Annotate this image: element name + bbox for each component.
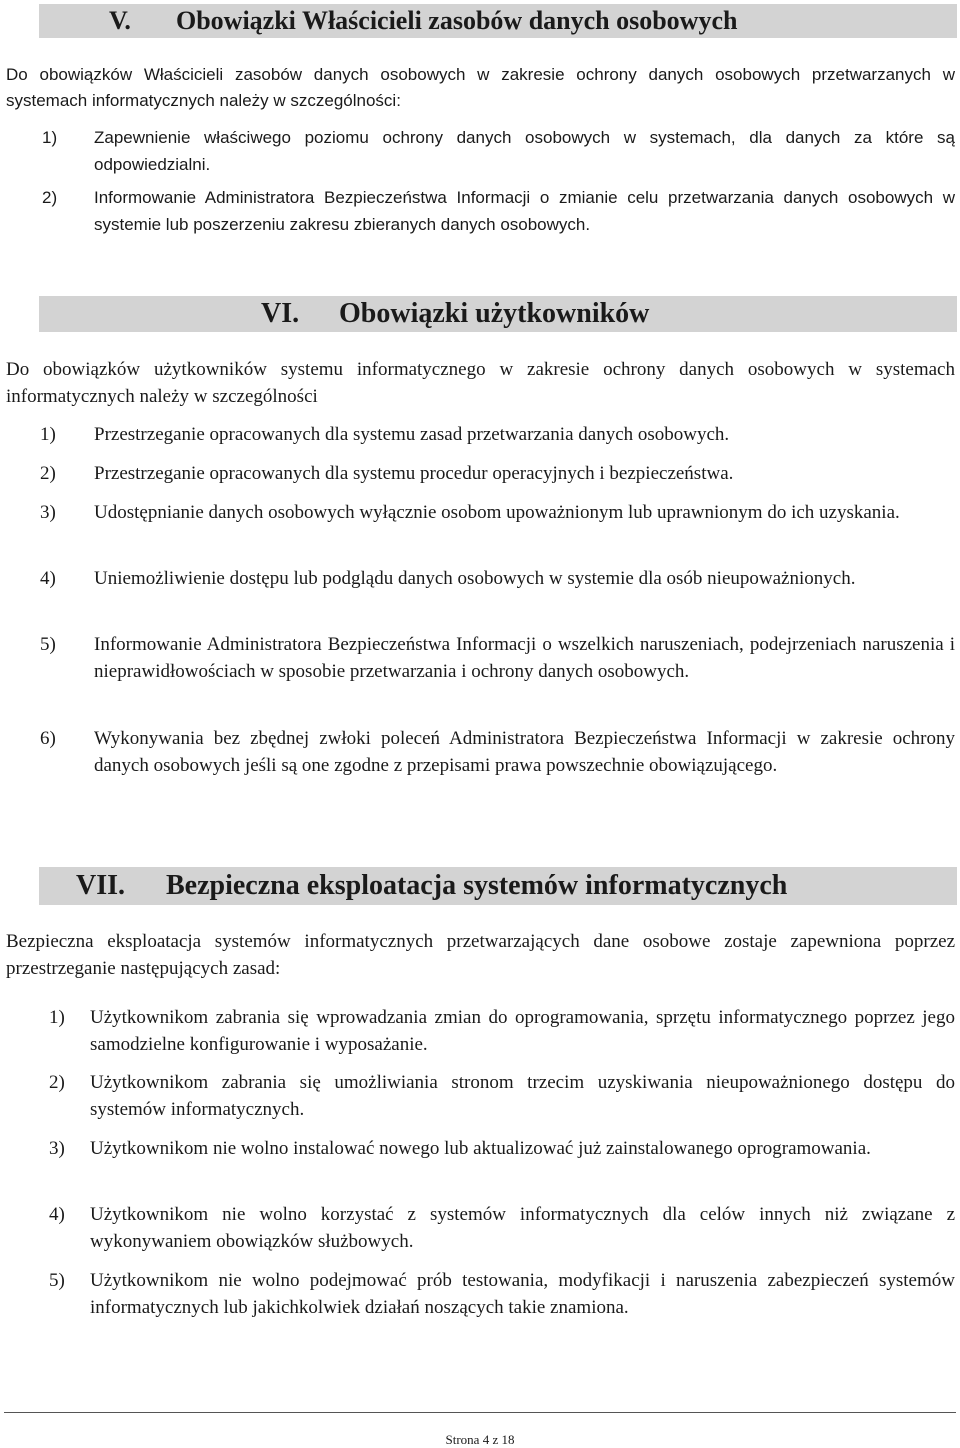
- section-vi-item-4: [40, 565, 955, 592]
- section-vi-heading: [39, 296, 957, 332]
- section-vi-item-2-number: 2): [40, 463, 56, 484]
- section-vi-item-3-text: Udostępnianie danych osobowych wyłącznie osobom upoważnionym lub uprawnionym do ich uzyskania.: [94, 502, 900, 523]
- section-vi-item-5: [40, 631, 955, 685]
- section-v-heading: [39, 4, 957, 38]
- section-v-item-1-text: Zapewnienie właściwego poziomu ochrony danych osobowych w systemach, dla danych za które są odpowiedzialni.: [94, 128, 955, 174]
- section-vii-item-2-text: Użytkownikom zabrania się umożliwiania stronom trzecim uzyskiwania nieupoważnionego dostępu do systemów informatycznych.: [90, 1072, 955, 1120]
- section-v-number: V.: [109, 6, 131, 35]
- section-vii-item-5: [49, 1267, 955, 1321]
- section-vi-title: Obowiązki użytkowników: [339, 298, 650, 329]
- section-vii-item-1-text: Użytkownikom zabrania się wprowadzania zmian do oprogramowania, sprzętu informatycznego poprzez jego samodzielne konfigurowanie i wyposażanie.: [90, 1007, 955, 1055]
- section-vii-item-3: [49, 1135, 955, 1162]
- section-vii-item-3-text: Użytkownikom nie wolno instalować nowego lub aktualizować już zainstalowanego oprogramowania.: [90, 1138, 871, 1159]
- section-vii-item-2-number: 2): [49, 1072, 65, 1093]
- section-vi-item-3-number: 3): [40, 502, 56, 523]
- section-vi-item-5-text: Informowanie Administratora Bezpieczeństwa Informacji o wszelkich naruszeniach, podejrzeniach naruszenia i nieprawidłowościach w sposobie przetwarzania i ochrony danych osobowych.: [94, 634, 955, 682]
- section-vi-item-6: [40, 725, 955, 779]
- page-number: Strona 4 z 18: [445, 1432, 515, 1447]
- section-v-item-1: [42, 124, 955, 178]
- section-vii-item-2: [49, 1069, 955, 1123]
- section-v-intro: Do obowiązków Właścicieli zasobów danych osobowych w zakresie ochrony danych osobowych przetwarzanych w systemach informatycznych należy w szczególności:: [6, 65, 955, 110]
- footer-divider: [4, 1412, 956, 1413]
- section-vi-item-4-number: 4): [40, 568, 56, 589]
- section-vi-item-1: [40, 421, 955, 448]
- section-vii-item-4: [49, 1201, 955, 1255]
- section-vi-item-5-number: 5): [40, 634, 56, 655]
- section-v-item-1-number: 1): [42, 128, 58, 147]
- section-vi-item-6-text: Wykonywania bez zbędnej zwłoki poleceń Administratora Bezpieczeństwa Informacji w zakresie ochrony danych osobowych jeśli są one zgodne z przepisami prawa powszechnie obowiązującego.: [94, 728, 955, 776]
- section-vi-number: VI.: [261, 298, 300, 329]
- section-vi-item-6-number: 6): [40, 728, 56, 749]
- section-vii-item-4-text: Użytkownikom nie wolno korzystać z systemów informatycznych dla celów innych niż związane z wykonywaniem obowiązków służbowych.: [90, 1204, 955, 1252]
- section-v-item-2-text: Informowanie Administratora Bezpieczeństwa Informacji o zmianie celu przetwarzania danych osobowych w systemie lub poszerzeniu zakresu zbieranych danych osobowych.: [94, 188, 955, 234]
- section-vi-item-2: [40, 460, 955, 487]
- section-vi-item-3: [40, 499, 955, 526]
- section-vi-item-2-text: Przestrzeganie opracowanych dla systemu procedur operacyjnych i bezpieczeństwa.: [94, 463, 734, 484]
- section-vi-item-1-number: 1): [40, 424, 56, 445]
- section-vi-item-1-text: Przestrzeganie opracowanych dla systemu zasad przetwarzania danych osobowych.: [94, 424, 730, 445]
- section-vii-heading: [39, 867, 957, 905]
- section-vii-item-5-text: Użytkownikom nie wolno podejmować prób testowania, modyfikacji i naruszenia zabezpieczeń systemów informatycznych lub jakichkolwiek działań noszących takie znamiona.: [90, 1270, 955, 1318]
- section-vii-title: Bezpieczna eksploatacja systemów informatycznych: [166, 870, 788, 901]
- section-vii-item-4-number: 4): [49, 1204, 65, 1225]
- section-v-title: Obowiązki Właścicieli zasobów danych osobowych: [176, 6, 738, 35]
- section-vii-intro: Bezpieczna eksploatacja systemów informatycznych przetwarzających dane osobowe zostaje zapewniona poprzez przestrzeganie następujących zasad:: [6, 931, 955, 979]
- section-vii-number: VII.: [76, 870, 126, 901]
- section-v-item-2-number: 2): [42, 188, 58, 207]
- section-vii-item-3-number: 3): [49, 1138, 65, 1159]
- section-vi-item-4-text: Uniemożliwienie dostępu lub podglądu danych osobowych w systemie dla osób nieupoważnionych.: [94, 568, 856, 589]
- section-vi-intro: Do obowiązków użytkowników systemu informatycznego w zakresie ochrony danych osobowych w systemach informatycznych należy w szczególności: [6, 359, 955, 407]
- section-vii-item-1-number: 1): [49, 1007, 65, 1028]
- section-vii-item-5-number: 5): [49, 1270, 65, 1291]
- section-v-item-2: [42, 184, 955, 238]
- section-vii-item-1: [49, 1004, 955, 1058]
